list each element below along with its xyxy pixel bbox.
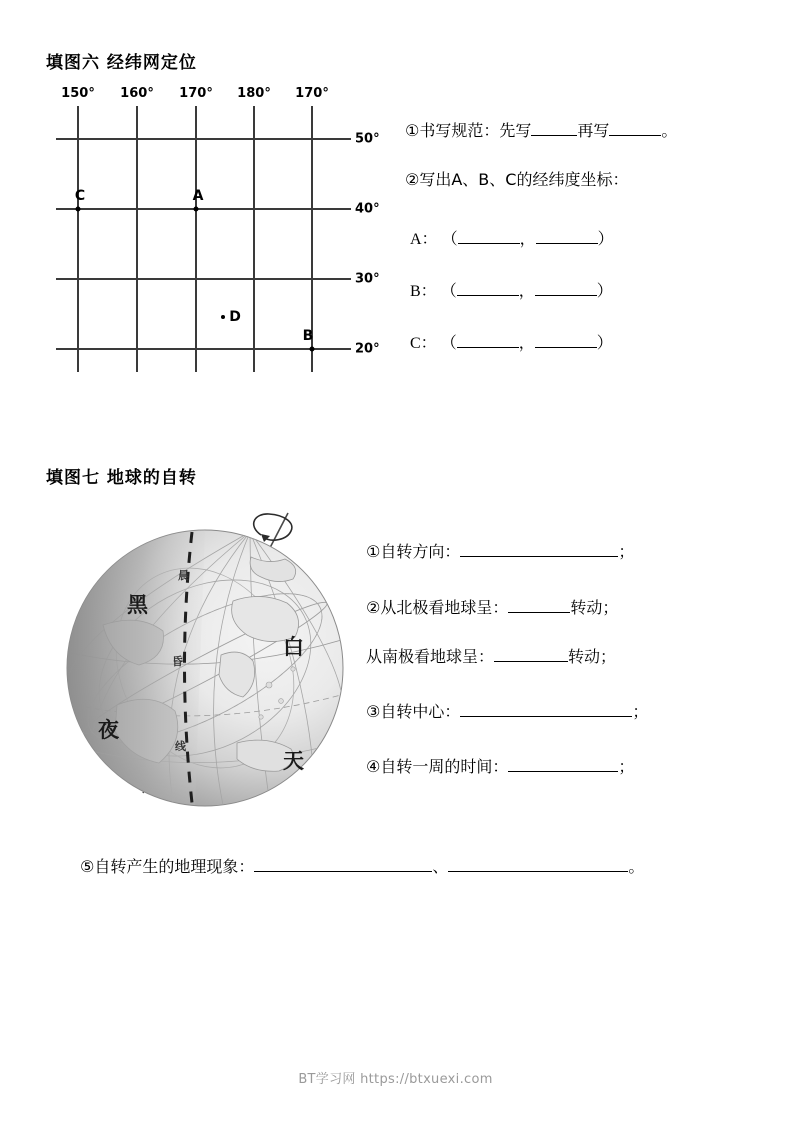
globe-label-day-2: 天 [283,749,304,773]
question-seven-5-prefix: ⑤自转产生的地理现象： [80,857,255,876]
grid-point-dot-a [194,207,199,212]
question-seven-1-suffix: ； [618,542,635,561]
longitude-label: 170° [295,86,329,101]
latitude-label: 20° [355,341,380,357]
rotation-direction-arrow [254,514,292,542]
paren-open: （ [440,283,457,300]
answer-blank[interactable] [457,331,519,348]
question-seven-2 [366,596,618,617]
terminator-label-char: 昏 [172,655,183,668]
question-seven-3-suffix: ； [632,702,649,721]
paren-close: ） [596,335,613,352]
footer-watermark: BT学习网 https://btxuexi.com [298,1072,493,1087]
paren-comma: ， [519,231,536,248]
question-seven-5-suffix: 。 [628,857,645,876]
answer-blank[interactable] [531,119,577,136]
parallel-line [56,278,351,280]
answer-blank[interactable] [536,227,598,244]
question-seven-2-prefix: ②从北极看地球呈： [366,598,509,617]
answer-blank[interactable] [448,855,628,872]
question-seven-4-suffix: ； [618,757,635,776]
coordinate-row-label: B： [410,283,437,300]
rotating-globe-figure [55,505,360,830]
question-seven-1-prefix: ①自转方向： [366,542,461,561]
question-seven-4 [366,755,634,776]
parallel-line [56,208,351,210]
answer-blank[interactable] [494,645,568,662]
question-six-2: ②写出A、B、C的经纬度坐标： [405,170,629,189]
answer-blank[interactable] [458,227,520,244]
grid-point-label-a: A [192,188,204,204]
paren-close: ） [596,283,613,300]
paren-close: ） [597,231,614,248]
coordinate-row-a [410,227,614,249]
question-seven-2-suffix: 转动； [570,598,619,617]
grid-point-label-b: B [302,328,314,344]
meridian-line [195,106,197,372]
question-six-1 [405,119,677,140]
grid-point-dot-d [221,315,225,319]
question-seven-4-prefix: ④自转一周的时间： [366,757,509,776]
longitude-label: 170° [179,86,213,101]
parallel-line [56,348,351,350]
question-seven-1 [366,540,634,561]
meridian-line [77,106,79,372]
paren-open: （ [441,231,458,248]
globe-label-night-2: 夜 [98,718,119,742]
globe-svg [55,505,360,830]
answer-blank[interactable] [535,331,597,348]
meridian-line [253,106,255,372]
longitude-label: 150° [61,86,95,101]
answer-blank[interactable] [460,540,618,557]
question-seven-2b [366,645,616,666]
grid-point-label-c: C [74,188,86,204]
answer-blank[interactable] [254,855,432,872]
paren-open: （ [440,335,457,352]
globe-label-day-1: 白 [283,635,304,659]
section-heading-seven: 填图七 地球的自转 [46,468,197,488]
globe-label-night-1: 黑 [127,593,148,617]
latitude-label: 40° [355,201,380,217]
longitude-label: 160° [120,86,154,101]
question-seven-3-prefix: ③自转中心： [366,702,461,721]
answer-blank[interactable] [457,279,519,296]
coordinate-row-label: A： [410,231,438,248]
section-heading-six: 填图六 经纬网定位 [46,53,197,73]
latitude-label: 50° [355,131,380,147]
question-seven-5 [80,855,644,876]
question-six-1-middle: 再写 [577,121,610,140]
paren-comma: ， [518,283,535,300]
question-six-1-prefix: ①书写规范：先写 [405,121,532,140]
latitude-label: 30° [355,271,380,287]
question-seven-5-middle: 、 [432,857,449,876]
coordinate-row-b [410,279,613,301]
terminator-label-char: 线 [175,740,186,753]
longitude-label: 180° [237,86,271,101]
question-seven-3 [366,700,648,721]
paren-comma: ， [518,335,535,352]
parallel-line [56,138,351,140]
meridian-line [136,106,138,372]
terminator-label-char: 晨 [178,569,189,582]
grid-point-label-d: D [229,309,241,325]
question-seven-2b-prefix: 从南极看地球呈： [366,647,495,666]
answer-blank[interactable] [508,755,618,772]
answer-blank[interactable] [460,700,632,717]
question-seven-2b-suffix: 转动； [568,647,617,666]
grid-point-dot-c [76,207,81,212]
grid-point-dot-b [310,347,315,352]
answer-blank[interactable] [609,119,661,136]
answer-blank[interactable] [508,596,570,613]
coordinate-row-label: C： [410,335,437,352]
answer-blank[interactable] [535,279,597,296]
question-six-1-suffix: 。 [661,121,678,140]
coordinate-row-c [410,331,613,353]
lat-lon-grid-figure [46,86,396,381]
